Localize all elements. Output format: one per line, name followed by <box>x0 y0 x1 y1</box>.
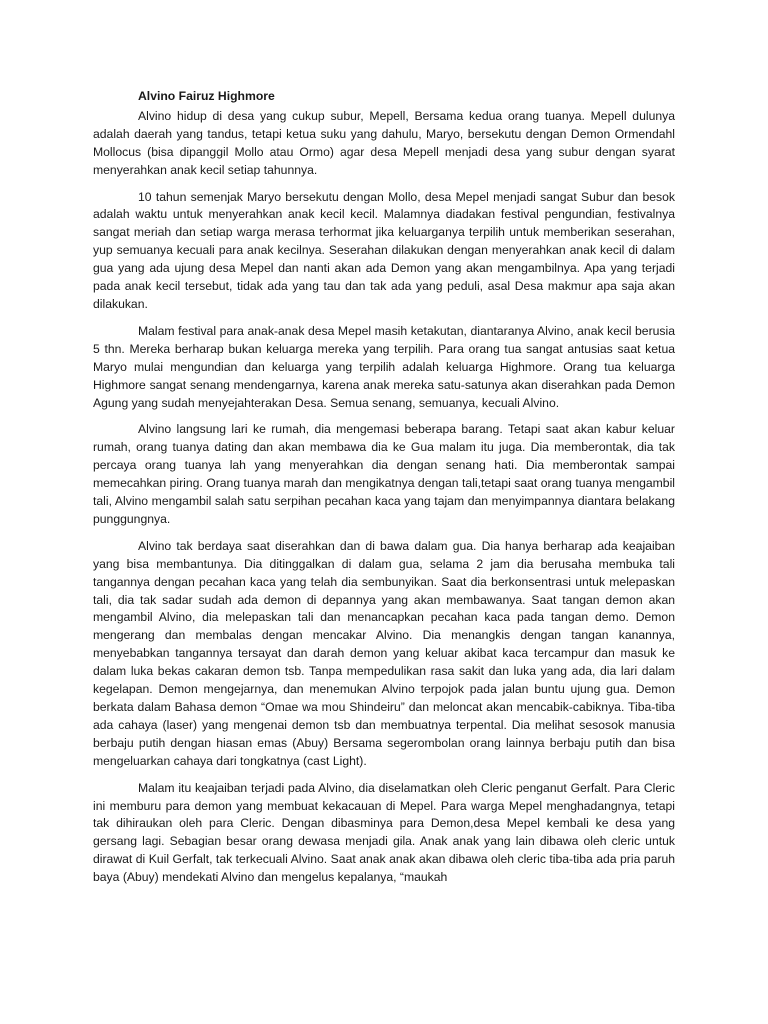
paragraph-4: Alvino langsung lari ke rumah, dia mengemasi beberapa barang. Tetapi saat akan kabur keluar rumah, orang tuanya dating dan akan membawa dia ke Gua malam itu juga. Dia memberontak, dia tak percaya orang tuanya lah yang menyerahkan dia dengan senang hati. Dia memberontak sampai memecahkan piring. Orang tuanya marah dan mengikatnya dengan tali,tetapi saat orang tuanya mengambil tali, Alvino mengambil salah satu serpihan pecahan kaca yang tajam dan menyimpannya diantara belakang punggungnya. <box>93 422 675 526</box>
document-body <box>93 88 675 896</box>
paragraph-3: Malam festival para anak-anak desa Mepel masih ketakutan, diantaranya Alvino, anak kecil berusia 5 thn. Mereka berharap bukan keluarga mereka yang terpilih. Para orang tua sangat antusias saat ketua Maryo mulai mengundian dan keluarga yang terpilih adalah keluarga Highmore. Orang tua keluarga Highmore sangat senang mendengarnya, karena anak mereka satu-satunya akan diserahkan pada Demon Agung yang sudah menyejahterakan Desa. Semua senang, semuanya, kecuali Alvino. <box>93 323 675 410</box>
paragraph-6: Malam itu keajaiban terjadi pada Alvino, dia diselamatkan oleh Cleric penganut Gerfalt. Para Cleric ini memburu para demon yang membuat kekacauan di Mepel. Para warga Mepel menghadangnya, tetapi tak dihiraukan oleh para Cleric. Dengan dibasminya para Demon,desa Mepel kembali ke desa yang gersang lagi. Sebagian besar orang dewasa menjadi gila. Anak anak yang lain dibawa oleh cleric untuk dirawat di Kuil Gerfalt, tak terkecuali Alvino. Saat anak anak akan dibawa oleh cleric tiba-tiba ada pria paruh baya (Abuy) mendekati Alvino dan mengelus kepalanya, “maukah <box>93 780 675 885</box>
document-title: Alvino Fairuz Highmore <box>138 89 275 103</box>
paragraph-1: Alvino hidup di desa yang cukup subur, Mepell, Bersama kedua orang tuanya. Mepell dulunya adalah daerah yang tandus, tetapi ketua suku yang dahulu, Maryo, bersekutu dengan Demon Ormendahl Mollocus (bisa dipanggil Mollo atau Ormo) agar desa Mepell menjadi desa yang subur dengan syarat menyerahkan anak kecil setiap tahunnya. <box>93 108 675 177</box>
paragraph-5: Alvino tak berdaya saat diserahkan dan di bawa dalam gua. Dia hanya berharap ada keajaiban yang bisa membantunya. Dia ditinggalkan di dalam gua, selama 2 jam dia berusaha membuka tali tangannya dengan pecahan kaca yang telah dia sembunyikan. Saat dia berkonsentrasi untuk melepaskan tali, dia tak sadar sudah ada demon di depannya yang akan membawanya. Saat tangan demon akan mengambil Alvino, dia melepaskan tali dan menancapkan pecahan kaca pada tangan demo. Demon mengerang dan membalas dengan mencakar Alvino. Dia menangkis dengan tangan kanannya, menyebabkan tangannya tersayat dan darah demon yang keluar akibat kaca tercampur dan masuk ke dalam luka bekas cakaran demon tsb. Tanpa mempedulikan rasa sakit dan luka yang ada, dia lari dalam kegelapan. Demon mengejarnya, dan menemukan Alvino terpojok pada jalan buntu ujung gua. Demon berkata dalam Bahasa demon “Omae wa mou Shindeiru” dan meloncat akan mencabik-cabiknya. Tiba-tiba ada cahaya (laser) yang mengenai demon tsb dan membuatnya terpental. Dia melihat sesosok manusia berbaju putih dengan hiasan emas (Abuy) Bersama segerombolan orang lainnya berbaju putih dan bisa mengeluarkan cahaya dari tongkatnya (cast Light). <box>93 538 675 768</box>
paragraph-2: 10 tahun semenjak Maryo bersekutu dengan Mollo, desa Mepel menjadi sangat Subur dan besok adalah waktu untuk menyerahkan anak kecil kecil. Malamnya diadakan festival pengundian, festivalnya sangat meriah dan setiap warga merasa terhormat jika keluarganya terpilih untuk memberikan seserahan, yup semuanya kecuali para anak kecilnya. Seserahan dilakukan dengan menyerahkan anak kecil di dalam gua yang ada ujung desa Mepel dan nanti akan ada Demon yang akan mengambilnya. Apa yang terjadi pada anak kecil tersebut, tidak ada yang tau dan tak ada yang peduli, asal Desa makmur apa saja akan dilakukan. <box>93 189 675 311</box>
